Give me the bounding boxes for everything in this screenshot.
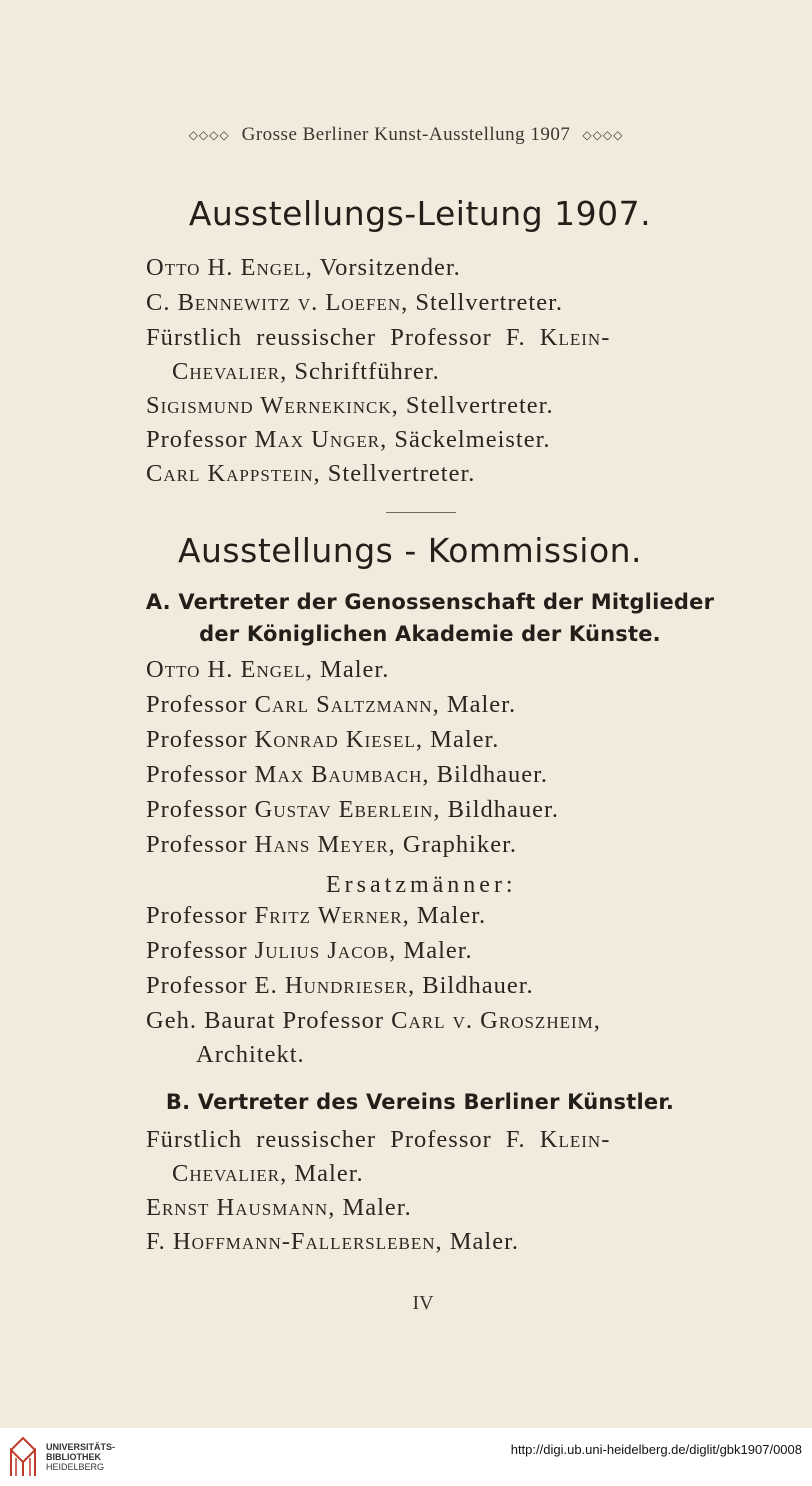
person-role: , Stellvertreter. xyxy=(313,460,476,487)
logo-line-3: HEIDELBERG xyxy=(46,1462,105,1472)
leitung-entry xyxy=(146,289,563,317)
person-prefix: Architekt. xyxy=(196,1041,305,1068)
leitung-title: Ausstellungs-Leitung 1907. xyxy=(188,194,652,233)
person-role: , Maler. xyxy=(305,656,390,683)
person-name: Carl Saltzmann xyxy=(254,691,433,718)
person-name: Carl v. Groszheim xyxy=(391,1007,594,1034)
person-prefix: Professor xyxy=(146,426,255,453)
section-b-entry xyxy=(146,1126,610,1154)
section-a-heading-line1: A. Vertreter der Genossenschaft der Mitglieder xyxy=(145,590,715,614)
person-prefix: Professor xyxy=(146,831,255,858)
leitung-entry xyxy=(172,358,440,386)
section-b-entry xyxy=(172,1160,364,1188)
person-name: Hans Meyer xyxy=(254,831,389,858)
running-head xyxy=(0,124,812,146)
person-name: Chevalier xyxy=(172,1160,281,1187)
library-logo-icon xyxy=(8,1436,38,1478)
ornament-left: ◇◇◇◇ xyxy=(188,128,230,143)
person-prefix: Professor xyxy=(146,902,255,929)
person-prefix: Professor xyxy=(146,691,255,718)
section-b-entry xyxy=(146,1194,412,1222)
kommission-entry xyxy=(146,761,548,789)
person-role: , Bildhauer. xyxy=(422,761,549,788)
person-name: Chevalier xyxy=(172,358,281,385)
person-name: Konrad Kiesel xyxy=(254,726,416,753)
leitung-entry xyxy=(146,426,551,454)
person-role: , Säckelmeister. xyxy=(380,426,551,453)
person-name: Ernst Hausmann xyxy=(146,1194,329,1221)
person-name: F. Hoffmann-Fallersleben xyxy=(146,1228,436,1255)
ornament-right: ◇◇◇◇ xyxy=(582,128,624,143)
person-name: Carl Kappstein xyxy=(146,460,314,487)
section-divider xyxy=(386,512,456,513)
person-name: Otto H. Engel xyxy=(146,656,306,683)
footer-bar xyxy=(0,1428,812,1486)
person-role: , Stellvertreter. xyxy=(391,392,554,419)
section-b-entry xyxy=(146,1228,519,1256)
person-name: F. Klein- xyxy=(505,1126,611,1153)
logo-line-1: UNIVERSITÄTS- xyxy=(46,1442,116,1452)
person-name: Gustav Eberlein xyxy=(254,796,434,823)
person-prefix: Professor xyxy=(146,972,255,999)
person-prefix: Professor xyxy=(146,761,255,788)
kommission-entry xyxy=(146,691,516,719)
person-prefix: Fürstlich reussischer Professor xyxy=(146,324,506,351)
running-head-text: Grosse Berliner Kunst-Ausstellung 1907 xyxy=(241,124,571,145)
logo-line-2: BIBLIOTHEK xyxy=(46,1452,101,1462)
kommission-entry xyxy=(146,656,389,684)
person-name: Otto H. Engel xyxy=(146,254,306,281)
person-name: Sigismund Wernekinck xyxy=(146,392,392,419)
person-role: , Maler. xyxy=(280,1160,364,1187)
leitung-entry xyxy=(146,254,461,282)
person-role: , Maler. xyxy=(328,1194,412,1221)
kommission-title: Ausstellungs - Kommission. xyxy=(177,531,643,570)
person-name: F. Klein- xyxy=(505,324,611,351)
ersatz-entry xyxy=(146,972,534,1000)
ersatz-entry xyxy=(146,902,486,930)
kommission-entry xyxy=(146,831,517,859)
kommission-entry xyxy=(146,726,499,754)
person-name: Julius Jacob xyxy=(254,937,390,964)
person-name: Fritz Werner xyxy=(254,902,403,929)
ersatz-entry xyxy=(146,937,473,965)
person-name: C. Bennewitz v. Loefen xyxy=(146,289,402,316)
person-role: , Maler. xyxy=(432,691,517,718)
kommission-entry xyxy=(146,796,559,824)
person-role: , Graphiker. xyxy=(388,831,518,858)
person-role: , Vorsitzender. xyxy=(305,254,461,281)
person-role: , Maler. xyxy=(435,1228,520,1255)
person-prefix: Geh. Baurat Professor xyxy=(146,1007,392,1034)
person-role: , Maler. xyxy=(415,726,500,753)
ersatz-label: Ersatzmänner: xyxy=(326,872,517,898)
person-role: , Schriftführer. xyxy=(280,358,440,385)
person-name: Max Unger xyxy=(254,426,381,453)
person-prefix: Fürstlich reussischer Professor xyxy=(146,1126,506,1153)
person-name: Max Baumbach xyxy=(254,761,423,788)
person-role: , Bildhauer. xyxy=(407,972,534,999)
person-name: E. Hundrieser xyxy=(254,972,408,999)
section-b-heading: B. Vertreter des Vereins Berliner Künstler. xyxy=(165,1090,675,1114)
person-role: , Stellvertreter. xyxy=(401,289,564,316)
library-logo-text xyxy=(46,1442,115,1472)
leitung-entry xyxy=(146,324,610,352)
person-prefix: Professor xyxy=(146,726,255,753)
person-prefix: Professor xyxy=(146,796,255,823)
person-role: , Maler. xyxy=(402,902,487,929)
source-url[interactable]: http://digi.ub.uni-heidelberg.de/diglit/gbk1907/0008 xyxy=(510,1442,802,1457)
leitung-entry xyxy=(146,460,475,488)
page-number: IV xyxy=(412,1292,434,1314)
person-prefix: Professor xyxy=(146,937,255,964)
ersatz-entry xyxy=(196,1041,305,1069)
person-role: , Maler. xyxy=(389,937,473,964)
section-a-heading-line2: der Königlichen Akademie der Künste. xyxy=(199,622,661,646)
ersatz-entry xyxy=(146,1007,601,1035)
leitung-entry xyxy=(146,392,554,420)
person-role: , Bildhauer. xyxy=(433,796,559,823)
person-role: , xyxy=(593,1007,601,1034)
